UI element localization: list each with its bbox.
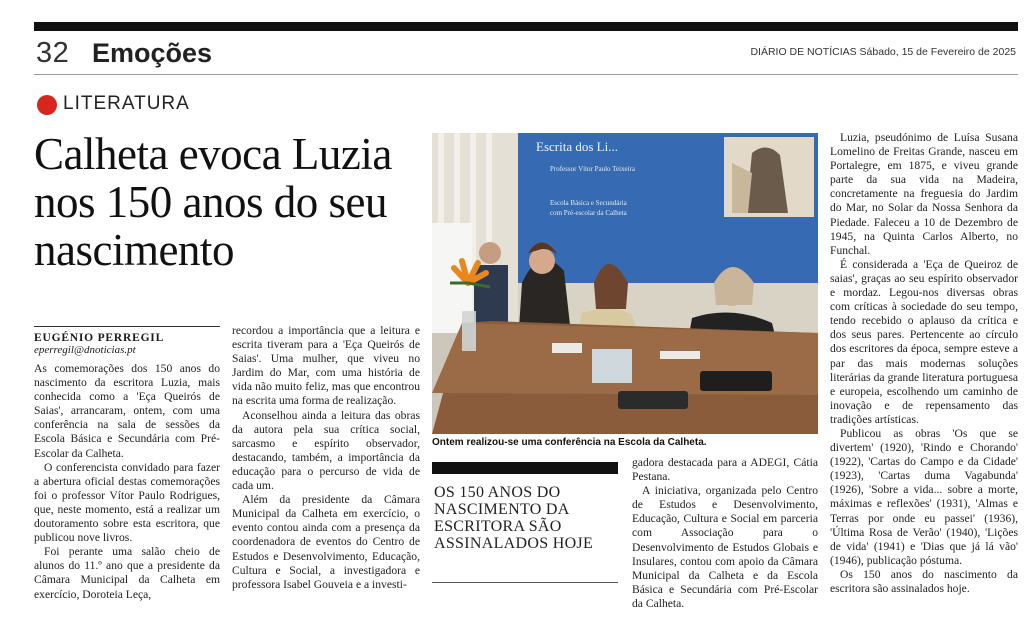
body-column-2 (232, 324, 420, 592)
paragraph: Além da presidente da Câmara Municipal da Calheta em exercício, o evento contou ainda com a presença da coordenadora de eventos do Centro de Estudos e Desenvolvimento, Educação, Cultura e Social, a investigadora e professora Isabel Gouveia e a investi- (232, 493, 420, 591)
paragraph: gadora destacada para a ADEGI, Cátia Pestana. (632, 456, 818, 484)
paragraph: Publicou as obras 'Os que se divertem' (1920), 'Rindo e Chorando' (1922), 'Cartas do Campo e da Cidade' (1923), 'Cartas duma Vagabunda' (1926), 'Sobre a vida... sobre a morte, máximas e reflexões' (1931), 'Almas e Terras por onde eu passei' (1936), 'Última Rosa de Verão' (1940), 'Lições de vida' (1941) e 'Dias que já lá vão' (1946), publicação póstuma. (830, 426, 1018, 567)
top-rule (34, 22, 1018, 31)
pull-quote: OS 150 ANOS DO NASCIMENTO DA ESCRITORA SÃO ASSINALADOS HOJE (434, 484, 594, 552)
paragraph: Os 150 anos do nascimento da escritora são assinalados hoje. (830, 567, 1018, 595)
dateline: DIÁRIO DE NOTÍCIAS Sábado, 15 de Fevereiro de 2025 (750, 46, 1016, 58)
headline: Calheta evoca Luzia nos 150 anos do seu nascimento (34, 129, 392, 275)
author-name: EUGÉNIO PERREGIL (34, 332, 165, 344)
body-column-4 (830, 131, 1018, 596)
projection-line: Escola Básica e Secundária (550, 199, 627, 207)
projection-line: com Pré-escolar da Calheta (550, 209, 627, 217)
paragraph: O conferencista convidado para fazer a abertura oficial destas comemorações foi o professor Vítor Paulo Rodrigues, que, neste momento, está a realizar um doutoramento sobre esta escritora, que publicou nove livros. (34, 460, 220, 545)
body-column-3 (632, 456, 818, 611)
paragraph: recordou a importância que a leitura e escrita tiveram para a 'Eça Queirós de Saias'. Uma mulher, que viveu no Jardim do Mar, com uma história de vida não muito feliz, mas que encontrou na escrita uma forma de realização. (232, 324, 420, 408)
paragraph: As comemorações dos 150 anos do nascimento da escritora Luzia, mais conhecida como a 'Eça Queirós de Saias', arrancaram, ontem, com uma conferência na sala de sessões da Escola Básica e Secundária com Pré-Escolar da Calheta. (34, 362, 220, 460)
author-email[interactable]: eperregil@dnoticias.pt (34, 344, 136, 356)
byline (34, 326, 220, 356)
kicker-dot-icon (37, 95, 57, 115)
paragraph: Aconselhou ainda a leitura das obras da autora pela sua crítica social, sarcasmo e espírito observador, destacando, também, a importância da educação para o percurso de vida de cada um. (232, 408, 420, 493)
pull-quote-rule (432, 582, 618, 583)
paragraph: Foi perante uma salão cheio de alunos do 11.º ano que a presidente da Câmara Municipal da Calheta em exercício, Doroteia Leça, (34, 545, 220, 601)
projection-title: Escrita dos Li... (536, 139, 618, 154)
header-divider (34, 74, 1018, 75)
paragraph: É considerada a 'Eça de Queiroz de saias', graças ao seu espírito observador e mordaz. Legou-nos diversas obras com críticas à sociedade do seu tempo, tendo recebido o aplauso da crítica e dos seus pares. Pertencente ao círculo dos escritores da época, sempre esteve a par das mais modernas soluções literárias da grande literatura portuguesa e europeia, escolhendo um caminho de inovação e de repensamento das tradições artísticas. (830, 257, 1018, 426)
projection-author: Professor Vítor Paulo Teixeira (550, 165, 635, 173)
conference-photo (432, 133, 818, 434)
paragraph: Luzia, pseudónimo de Luísa Susana Lomelino de Freitas Grande, nasceu em Portalegre, em 1875, e viveu grande parte da sua vida na Madeira, concretamente na freguesia do Jardim do Mar, no Solar da Nossa Senhora da Piedade. Faleceu a 10 de Dezembro de 1945, na Quinta Carlos Alberto, no Funchal. (830, 131, 1018, 257)
kicker: LITERATURA (63, 93, 190, 114)
photo-caption: Ontem realizou-se uma conferência na Escola da Calheta. (432, 437, 707, 448)
page-number: 32 (36, 37, 70, 69)
body-column-1 (34, 362, 220, 602)
pull-quote-bar (432, 462, 618, 474)
paragraph: A iniciativa, organizada pelo Centro de Estudos e Desenvolvimento, Educação, Cultura e Social em parceria com Associação para o Desenvolvimento de Estudos Globais e Insulares, contou com apoio da Câmara Municipal da Calheta e da Escola Básica e Secundária com Pré-Escolar da Calheta. (632, 484, 818, 610)
section-title: Emoções (92, 38, 213, 68)
